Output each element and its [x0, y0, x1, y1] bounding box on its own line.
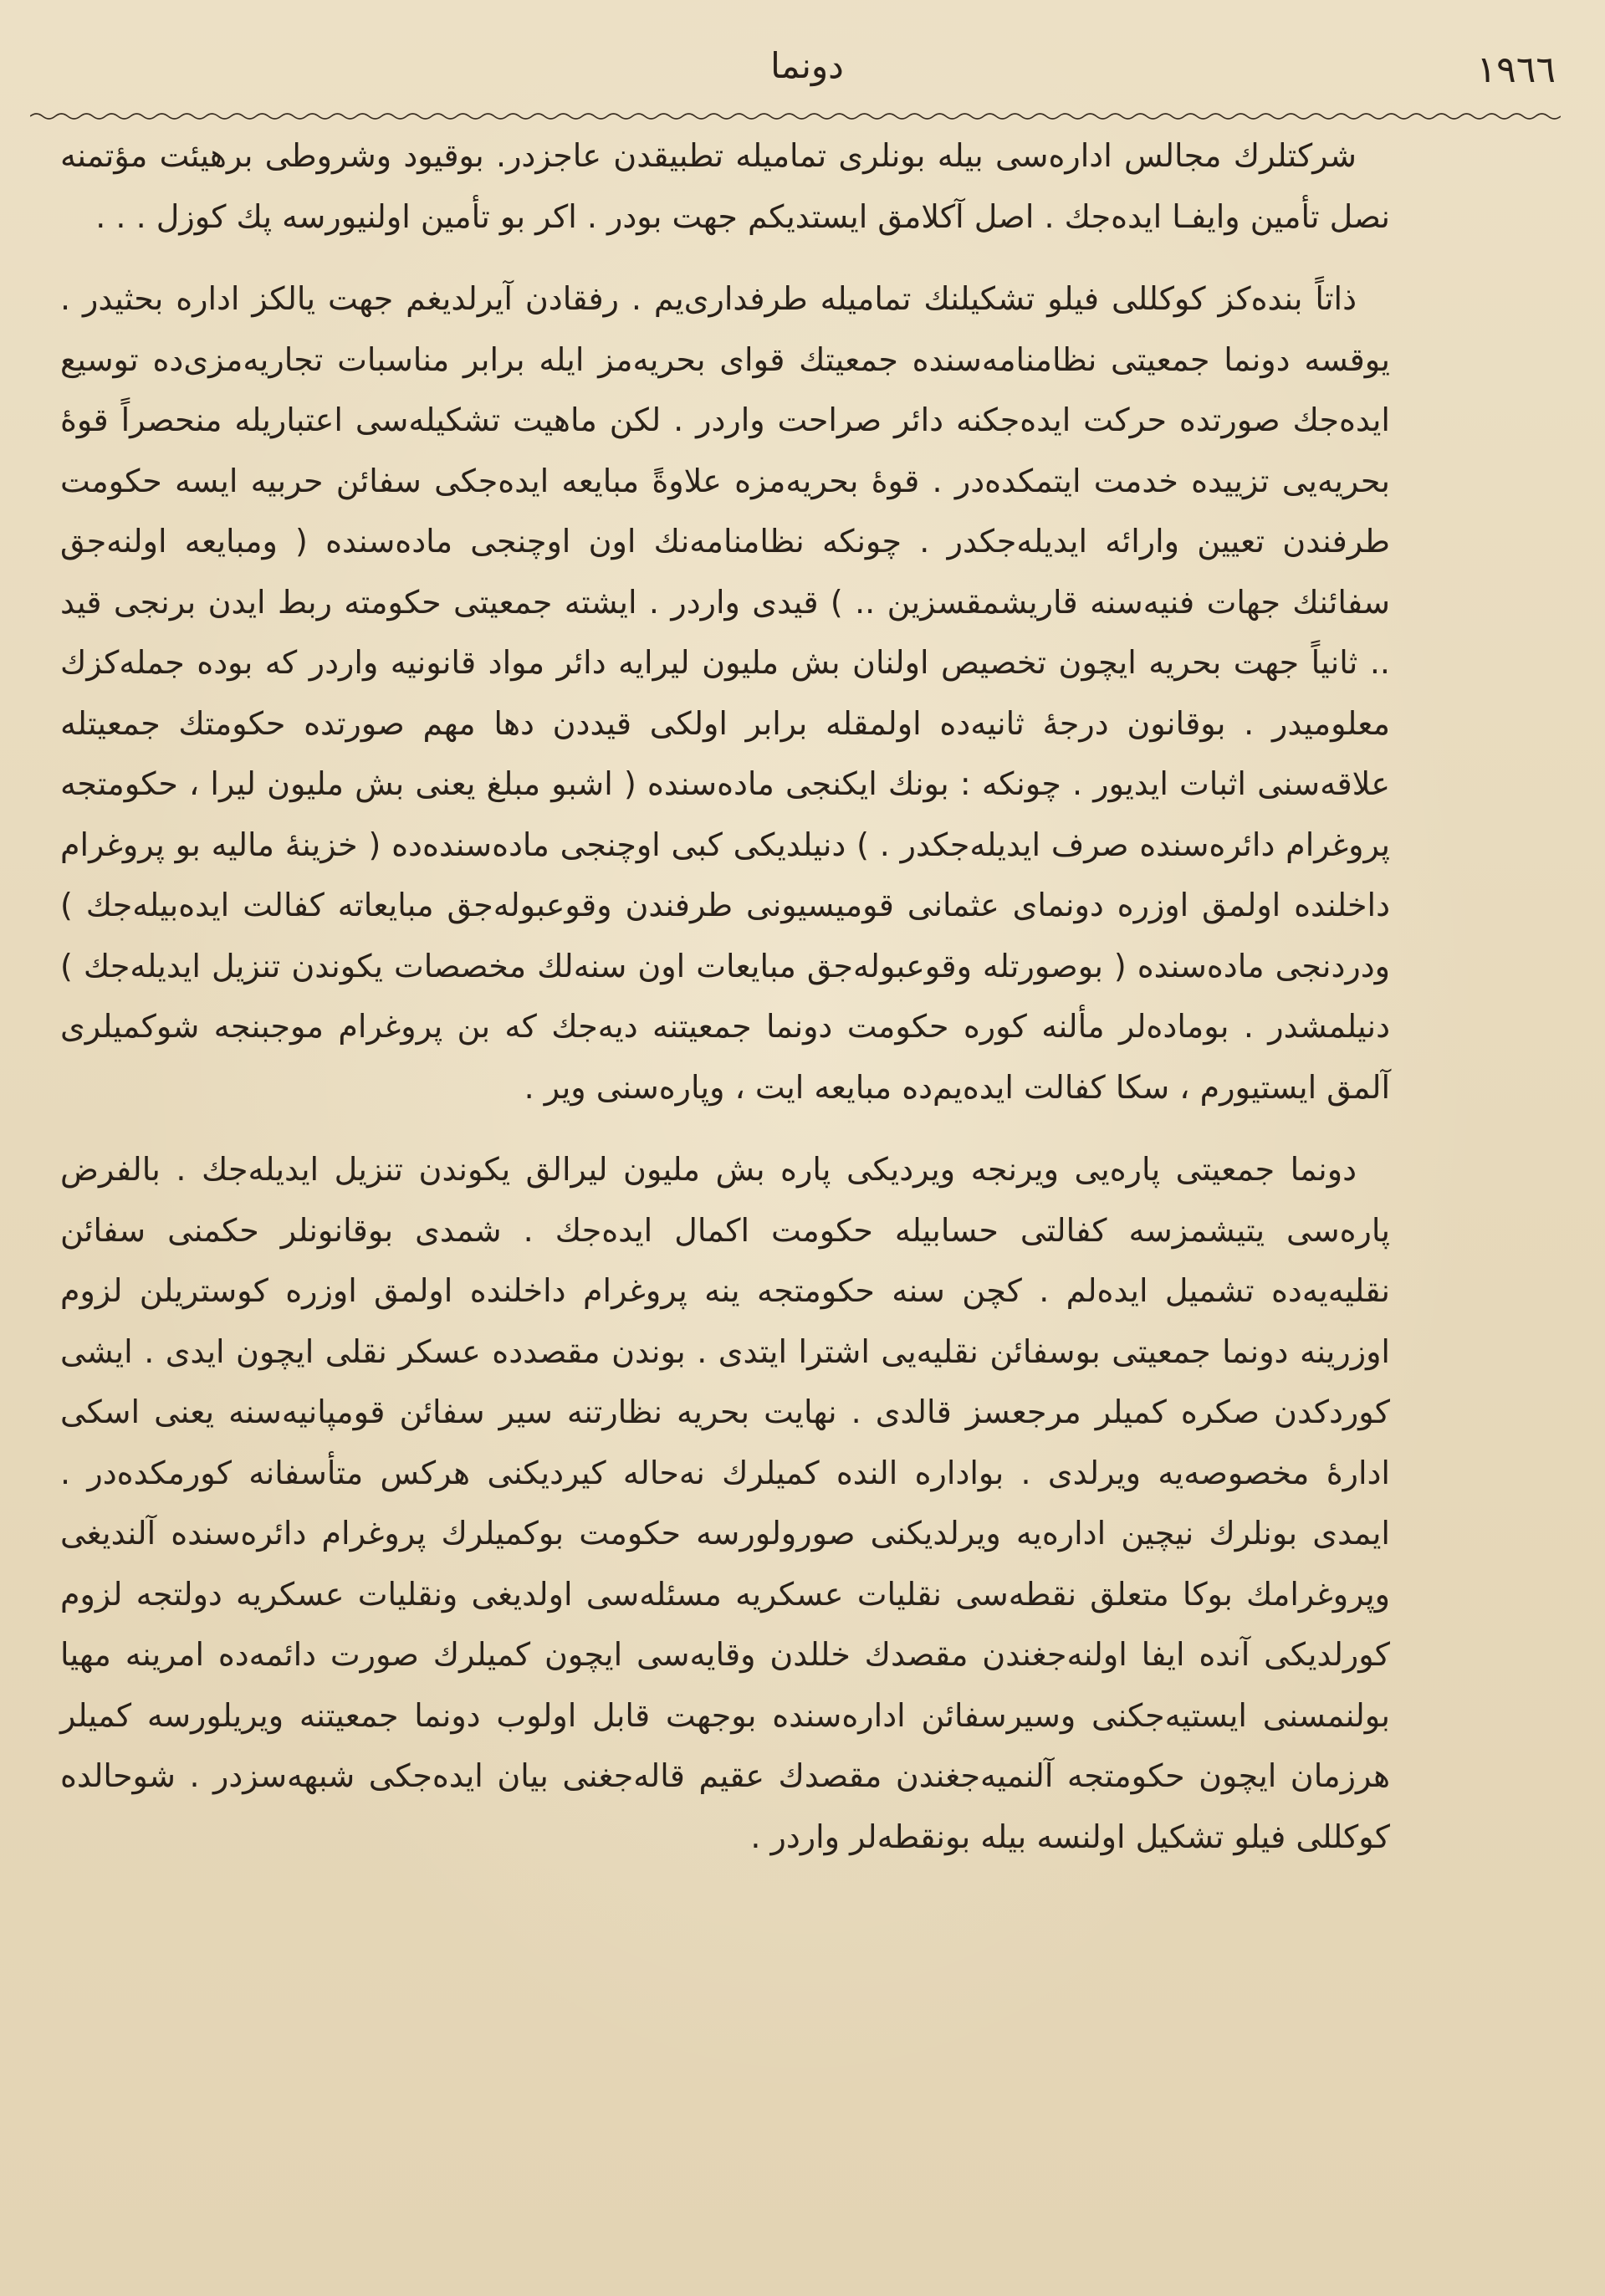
paragraph-1: شركتلرك مجالس ادارەسی بیله بونلری تماميله تطبيقدن عاجزدر. بوقیود وشروطی برهیئت مؤتمنه نصل تأمین وايفـا ايدەجك . اصل آكلامق ايستديكم جهت بودر . اكر بو تأمين اولنيورسه پك كوزل . . . — [60, 137, 1390, 235]
paragraph-3: دونما جمعيتی پارەيی ويرنجه ويرديكی پاره بش مليون ليرالق يكوندن تنزيل ايديله‌جك . بالفرض پارەسی يتيشمزسه كفالتی حسابيله حكومت اكمال ايدەجك . شمدی بوقانونلر حكمنی سفائن نقليەيەده تشميل ايدەلم . كچن سنه حكومتجه ينه پروغرام داخلنده اولمق اوزره كوستريلن لزوم اوزرينه دونما جمعيتی بوسفائن نقليەيی اشترا ايتدی . بوندن مقصدده عسكر نقلی ايچون ايدی . ايشی كوردكدن صكره كميلر مرجعسز قالدی . نهايت بحريه نظارتنه سير سفائن قومپانيەسنه يعنی اسكی ادارۀ مخصوصه‌يه ويرلدی . بواداره النده كميلرك نه‌حاله كيرديكنی هركس متأسفانه كورمكدەدر . ايمدی بونلرك نيچين ادارەيه ويرلديكنی صورولورسه حكومت بوكميلرك پروغرام دائرەسنده آلنديغی وپروغرامك بوكا متعلق نقطەسی نقليات عسكريه مسئلەسی اولديغی ونقليات عسكريه دولتجه لزوم كورلديكی آنده ايفا اولنه‌جغندن مقصدك خللدن وقايەسی ايچون كميلرك صورت دائمەده امرينه مهيا بولنمسنی ايستيه‌جكنی وسيرسفائن ادارەسنده بوجهت قابل اولوب دونما جمعيتنه ويريلورسه كميلر هرزمان ايچون حكومتجه آلنميه‌جغندن مقصدك عقيم قاله‌جغنی بيان ايدەجكی شبهەسزدر . شوحالده كوكللی فيلو تشكيل اولنسه بيله بونقطەلر واردر . — [60, 1151, 1390, 1855]
page-number: ١٩٦٦ — [1476, 49, 1556, 91]
running-head: دونما — [770, 45, 844, 86]
body-text — [60, 125, 1390, 1867]
header-wavy-rule — [30, 110, 1561, 122]
page-header — [59, 42, 1556, 109]
paragraph-2: ذاتاً بندەكز كوكللی فیلو تشكيلنك تماميله طرفداری‌يم . رفقادن آیرلدیغم جهت يالكز ادارە بحثيدر . يوقسه دونما جمعيتی نظامنامەسنده جمعيتك قوای بحريەمز ايله برابر مناسبات تجاريەمزی‌دە توسيع ايدەجك صورتده حركت ايدەجكنه دائر صراحت واردر . لكن ماهيت تشكيلەسی اعتباريله منحصراً قوۀ بحريەيی تزييده خدمت ايتمكدەدر . قوۀ بحريەمزه علاوةً مبايعه ايدەجكی سفائن حربيه ايسه حكومت طرفندن تعيين وارائه ايديله‌جكدر . چونكه نظامنامەنك اون اوچنجی مادەسنده ( ومبايعه اولنه‌جق سفائنك جهات فنيەسنه قاريشمقسزين .. ) قيدی واردر . ايشته جمعيتی حكومته ربط ايدن برنجی قيد .. ثانياً جهت بحريه ايچون تخصيص اولنان بش مليون ليرايه دائر مواد قانونيه واردر كه بوده جملەكزك معلوميدر . بوقانون درجۀ ثانيەده اولمقله برابر اولكی قيددن دها مهم صورتده حكومتك جمعيتله علاقەسنی اثبات ايديور . چونكه : بونك ايكنجی مادەسنده ( اشبو مبلغ يعنی بش مليون ليرا ، حكومتجه پروغرام دائرەسنده صرف ايديله‌جكدر . ) دنيلديكی كبی اوچنجی مادەسنده‌ده ( خزينۀ ماليه بو پروغرام داخلنده اولمق اوزره دونمای عثمانی قوميسيونی طرفندن وقوعبوله‌جق مبايعاته كفالت ايده‌بيله‌جك ) ودردنجی مادەسنده ( بوصورتله وقوعبوله‌جق مبايعات اون سنەلك مخصصات يكوندن تنزيل ايديله‌جك ) دنيلمشدر . بومادەلر مألنه كوره حكومت دونما جمعيتنه ديەجك كه بن پروغرام موجبنجه شوكميلری آلمق ايستيورم ، سكا كفالت ايدەيم‌ده مبايعه ايت ، وپارەسنی وير . — [60, 280, 1390, 1106]
